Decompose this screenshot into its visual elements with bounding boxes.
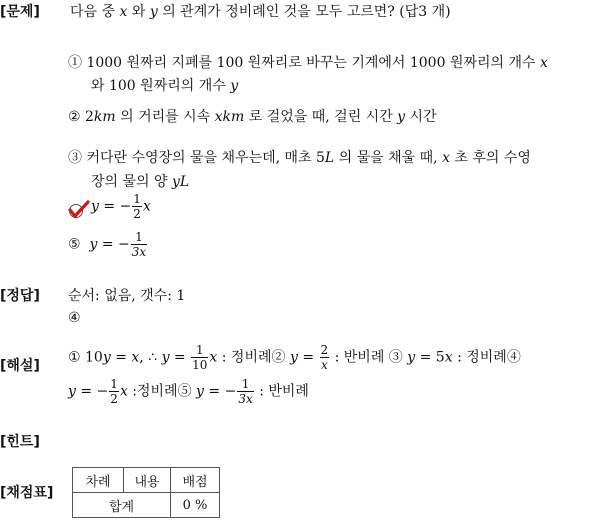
expl-denominator: x [320, 358, 328, 372]
option-2-text-b: 의 거리를 시속 [115, 109, 215, 125]
option-3-var-x: x [442, 150, 450, 166]
option-2-text-a: ② 2 [68, 109, 94, 125]
option-4-var-y: y [91, 198, 99, 215]
option-4 [91, 193, 151, 220]
answer-label: [정답] [0, 288, 40, 304]
expl-var: y [161, 349, 170, 366]
option-5-var-y: y [89, 236, 98, 253]
explanation-line-1 [68, 344, 521, 371]
score-total-value: 0 % [171, 493, 220, 518]
option-1-line-2 [91, 75, 238, 95]
option-4-fraction [132, 193, 142, 220]
option-1-var-y: y [230, 78, 239, 94]
expl-fraction [109, 378, 119, 405]
option-1-text: ① 1000 원짜리 지폐를 100 원짜리로 바꾸는 기계에서 1000 원짜리의 개수 [68, 55, 540, 71]
stem-var-y: y [149, 4, 158, 20]
answer-line-2: ④ [68, 310, 81, 326]
option-5-fraction [131, 231, 147, 258]
option-5-numerator: 1 [131, 231, 147, 245]
expl-var: x [119, 383, 128, 400]
expl-var: x [209, 349, 218, 366]
option-2-var-xkm: xkm [214, 109, 245, 125]
option-5 [68, 231, 148, 258]
option-1-var-x: x [539, 55, 548, 71]
expl-var: x [131, 349, 140, 366]
option-2-text-d: 시간 [405, 109, 437, 125]
expl-text: = [169, 349, 191, 366]
expl-text: :정비례⑤ [127, 383, 197, 400]
expl-text: : 정비례④ [452, 349, 521, 366]
stem-text-b: 와 [127, 4, 150, 20]
expl-fraction [320, 344, 330, 371]
expl-text: = [297, 349, 319, 366]
option-5-denominator: 3x [131, 245, 147, 259]
problem-stem [70, 1, 451, 21]
hint-label: [힌트] [0, 434, 40, 450]
expl-var: y [102, 349, 111, 366]
expl-numerator: 1 [191, 344, 208, 358]
expl-var: y [196, 383, 204, 400]
option-2-unit-km: km [93, 109, 116, 125]
expl-text: = − [203, 383, 237, 400]
expl-var: y [407, 349, 416, 366]
option-5-marker: ⑤ [68, 236, 81, 253]
option-2-text-c: 로 걸었을 때, 걸린 시간 [244, 109, 398, 125]
option-3-text-a: ③ 커다란 수영장의 물을 채우는데, 매초 5 [68, 150, 325, 166]
expl-denominator: 10 [192, 358, 208, 372]
problem-label: [문제] [0, 4, 40, 20]
option-3-text-d: 장의 물의 양 [91, 174, 172, 190]
stem-text-a: 다음 중 [70, 4, 120, 20]
score-total-label: 합계 [73, 493, 171, 518]
option-4-var-x: x [142, 198, 151, 215]
expl-denominator: 3x [238, 392, 253, 406]
expl-text: = [110, 349, 132, 366]
score-table-header-row [73, 468, 220, 493]
option-5-eq: = − [97, 236, 130, 253]
checkmark-icon [68, 200, 90, 220]
score-table [72, 467, 220, 518]
expl-text: : 정비례② [217, 349, 290, 366]
option-3-var-yL: yL [171, 174, 190, 190]
expl-text: : 반비례 [254, 383, 309, 400]
expl-denominator: 2 [110, 392, 118, 406]
expl-numerator: 1 [237, 378, 253, 392]
expl-text: = − [75, 383, 109, 400]
expl-numerator: 2 [320, 343, 329, 357]
option-4-denominator: 2 [133, 207, 141, 221]
score-header-content: 내용 [124, 468, 171, 493]
expl-text: , ∴ [139, 349, 162, 366]
option-3-line-2 [91, 171, 189, 191]
option-4-eq: = − [98, 198, 132, 215]
score-label: [채점표] [0, 485, 54, 501]
expl-numerator: 1 [110, 377, 118, 391]
option-4-numerator: 1 [133, 192, 141, 206]
expl-fraction [191, 344, 208, 371]
stem-text-c: 의 관계가 정비례인 것을 모두 고르면? (답3 개) [157, 4, 451, 20]
expl-fraction [237, 378, 253, 405]
option-3-line-1 [68, 147, 531, 167]
stem-var-x: x [119, 4, 128, 20]
option-2 [68, 106, 437, 126]
option-1-text-2: 와 100 원짜리의 개수 [91, 78, 231, 94]
expl-text: = 5 [415, 349, 445, 366]
expl-var: y [289, 349, 298, 366]
score-table-total-row [73, 493, 220, 518]
score-header-order: 차례 [73, 468, 124, 493]
explanation-label: [해설] [0, 358, 40, 374]
expl-text: : 반비례 ③ [330, 349, 408, 366]
option-3-text-b: 의 물을 채울 때, [334, 150, 443, 166]
option-3-unit-L: L [324, 150, 335, 166]
option-2-var-y: y [397, 109, 406, 125]
expl-text: ① 10 [68, 349, 103, 366]
option-3-text-c: 초 후의 수영 [449, 150, 531, 166]
option-1-line-1 [68, 52, 548, 72]
explanation-line-2 [68, 378, 309, 405]
answer-line-1: 순서: 없음, 갯수: 1 [68, 288, 186, 304]
expl-var: y [68, 383, 76, 400]
expl-var: x [444, 349, 453, 366]
score-header-points: 배점 [171, 468, 220, 493]
